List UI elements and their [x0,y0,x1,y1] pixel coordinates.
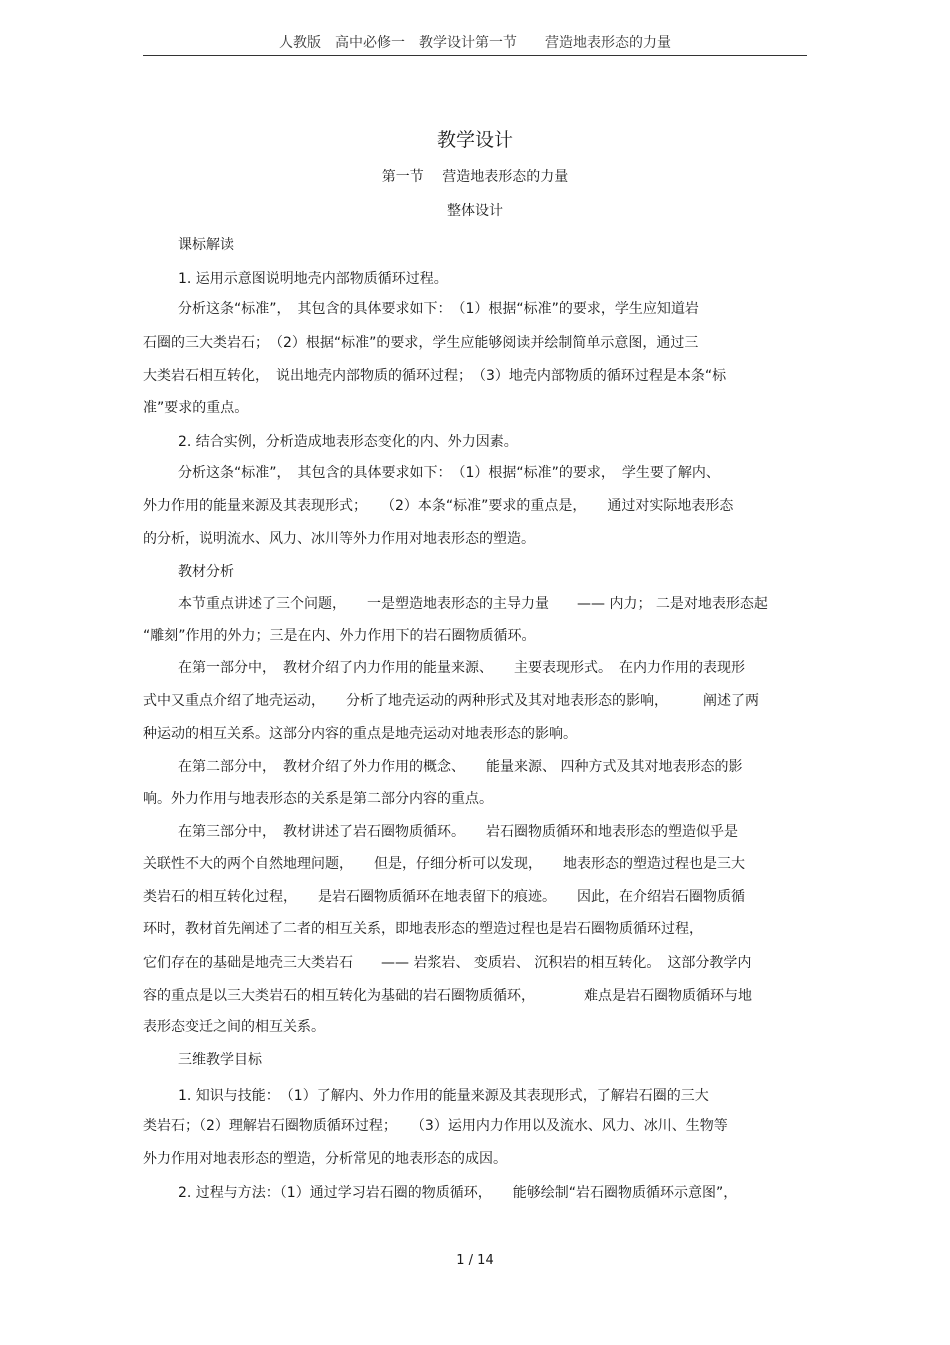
paragraph-line: 外力作用的能量来源及其表现形式； （2）本条“标准”要求的重点是， 通过对实际地表形态 [143,498,734,514]
paragraph-line: 类岩石的相互转化过程， 是岩石圈物质循环在地表留下的痕迹。 因此，在介绍岩石圈物质循 [143,889,745,905]
paragraph-line: 在第一部分中， 教材介绍了内力作用的能量来源、 主要表现形式。 在内力作用的表现形 [178,660,745,676]
objective-2: 2. 过程与方法：（1）通过学习岩石圈的物质循环， 能够绘制“岩石圈物质循环示意图”， [178,1185,738,1201]
paragraph-line: 本节重点讲述了三个问题， 一是塑造地表形态的主导力量 —— 内力； 二是对地表形态起 [178,596,768,612]
paragraph-line: 在第二部分中， 教材介绍了外力作用的概念、 能量来源、 四种方式及其对地表形态的影 [178,759,743,775]
paragraph-line: 种运动的相互关系。这部分内容的重点是地壳运动对地表形态的影响。 [143,726,577,742]
paragraph-line: “雕刻”作用的外力；三是在内、外力作用下的岩石圈物质循环。 [143,628,536,644]
objective-1: 1. 知识与技能： （1）了解内、外力作用的能量来源及其表现形式，了解岩石圈的三大 [178,1088,709,1104]
standard-1: 1. 运用示意图说明地壳内部物质循环过程。 [178,271,448,287]
standard-2: 2. 结合实例，分析造成地表形态变化的内、外力因素。 [178,434,518,450]
paragraph-line: 外力作用对地表形态的塑造，分析常见的地表形态的成因。 [143,1151,507,1167]
paragraph-line: 石圈的三大类岩石； （2）根据“标准”的要求，学生应能够阅读并绘制简单示意图，通过三 [143,335,699,351]
paragraph-line: 在第三部分中， 教材讲述了岩石圈物质循环。 岩石圈物质循环和地表形态的塑造似乎是 [178,824,738,840]
paragraph-line: 容的重点是以三大类岩石的相互转化为基础的岩石圈物质循环， 难点是岩石圈物质循环与地 [143,988,752,1004]
paragraph-line: 表形态变迁之间的相互关系。 [143,1019,325,1035]
page-number: 1 / 14 [456,1253,494,1268]
paragraph-line: 响。外力作用与地表形态的关系是第二部分内容的重点。 [143,791,493,807]
paragraph-line: 式中又重点介绍了地壳运动， 分析了地壳运动的两种形式及其对地表形态的影响， 阐述了两 [143,693,759,709]
section-title: 第一节 营造地表形态的力量 [381,169,569,185]
header-divider [143,55,807,56]
paragraph-line: 它们存在的基础是地壳三大类岩石 —— 岩浆岩、 变质岩、 沉积岩的相互转化。 这部分教学内 [143,955,752,971]
heading-curriculum: 课标解读 [178,237,234,253]
heading-teaching-objectives: 三维教学目标 [178,1052,262,1068]
paragraph-line: 分析这条“标准”， 其包含的具体要求如下： （1）根据“标准”的要求，学生应知道岩 [178,301,699,317]
paragraph-line: 关联性不大的两个自然地理问题， 但是，仔细分析可以发现， 地表形态的塑造过程也是三大 [143,856,745,872]
document-title: 教学设计 [436,129,513,151]
running-header: 人教版 高中必修一 教学设计第一节 营造地表形态的力量 [279,35,671,51]
paragraph-line: 分析这条“标准”， 其包含的具体要求如下： （1）根据“标准”的要求， 学生要了解内、 [178,465,720,481]
paragraph-line: 环时，教材首先阐述了二者的相互关系，即地表形态的塑造过程也是岩石圈物质循环过程， [143,921,703,937]
paragraph-line: 的分析，说明流水、风力、冰川等外力作用对地表形态的塑造。 [143,531,535,547]
overall-design-heading: 整体设计 [447,203,503,219]
paragraph-line: 大类岩石相互转化， 说出地壳内部物质的循环过程； （3）地壳内部物质的循环过程是本条“标 [143,368,727,384]
paragraph-line: 准”要求的重点。 [143,400,249,416]
heading-textbook-analysis: 教材分析 [178,564,234,580]
paragraph-line: 类岩石；（2）理解岩石圈物质循环过程； （3）运用内力作用以及流水、风力、冰川、生物等 [143,1118,728,1134]
